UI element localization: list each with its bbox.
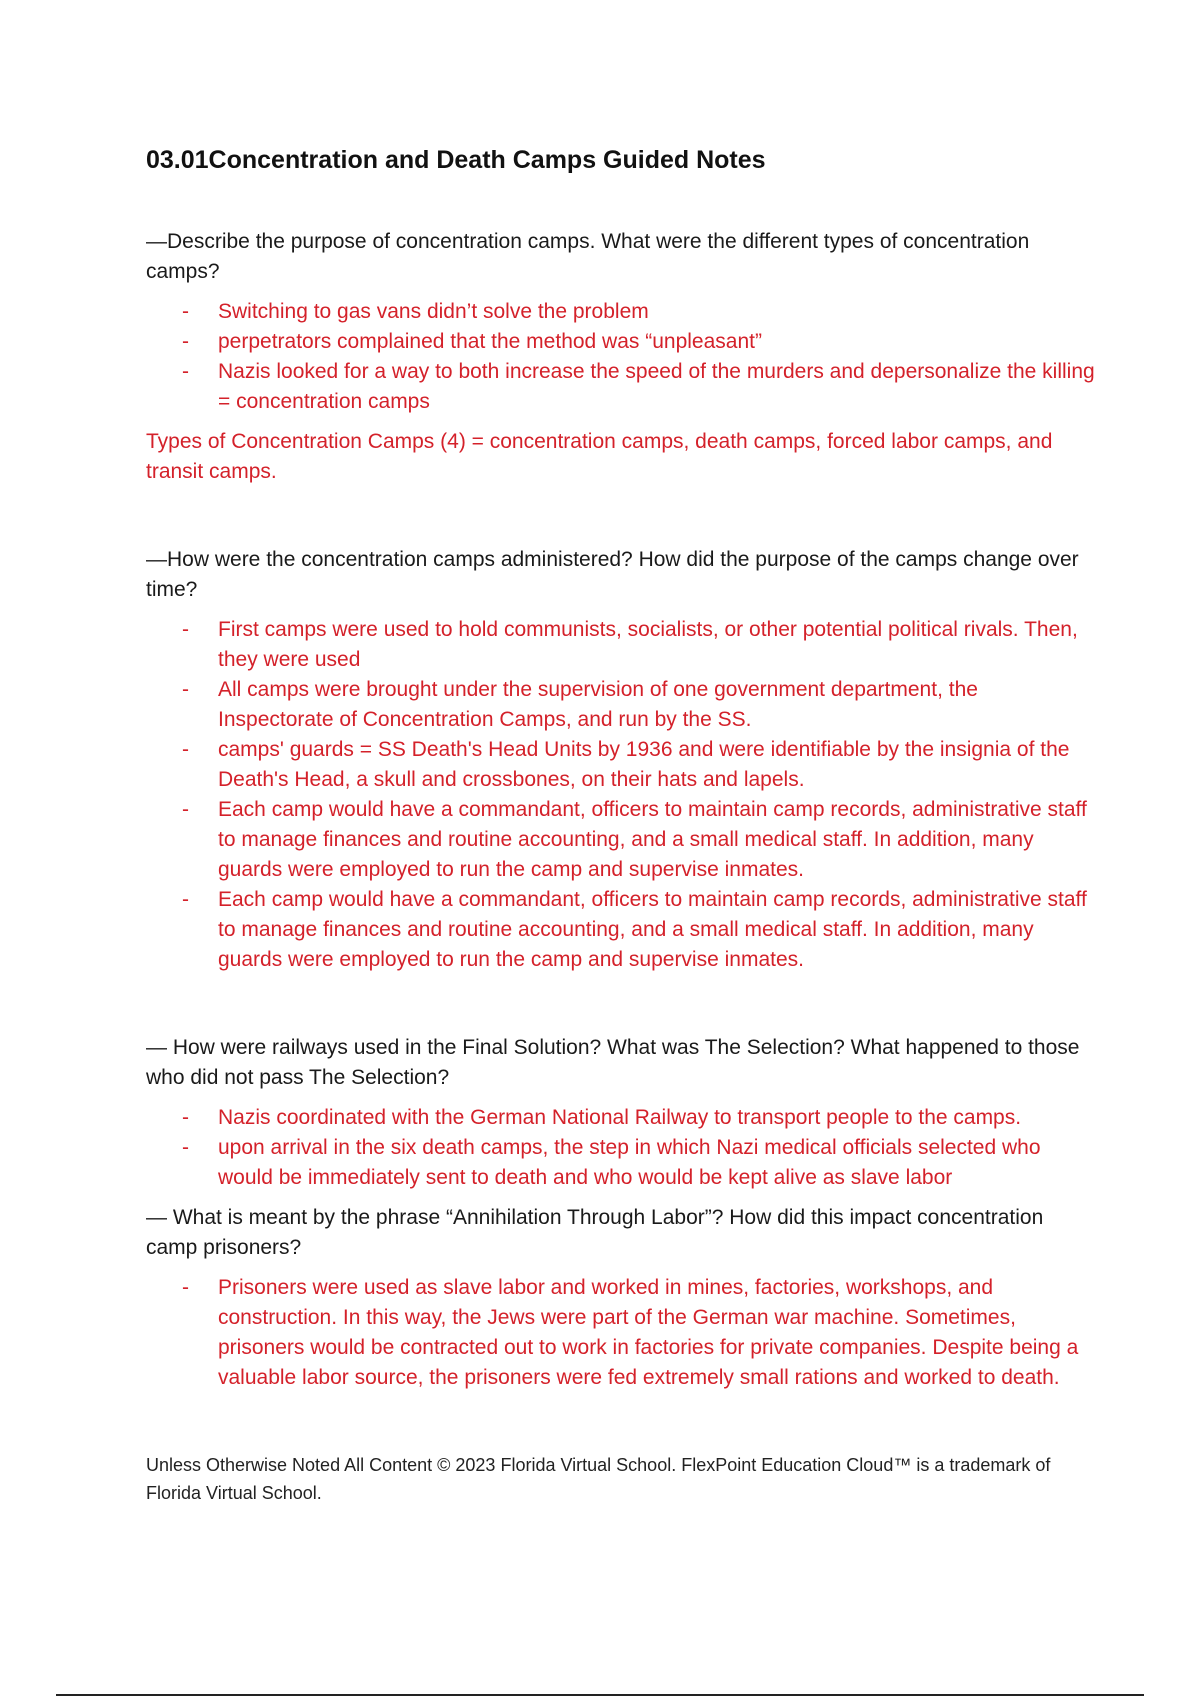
answer-text: camps' guards = SS Death's Head Units by 1936 and were identifiable by the insignia of the Death's Head, a skull and crossbones, on their hats and lapels. <box>218 738 1070 791</box>
section-camp-administration <box>146 545 1096 975</box>
answer-text: Nazis coordinated with the German National Railway to transport people to the camps. <box>218 1106 1022 1129</box>
answer-item <box>182 1103 1096 1133</box>
answer-item <box>182 795 1096 885</box>
question-text: — What is meant by the phrase “Annihilation Through Labor”? How did this impact concentration camp prisoners? <box>146 1206 1044 1259</box>
answer-list <box>146 297 1096 417</box>
answer-list <box>146 1273 1096 1393</box>
bullet-marker: - <box>182 798 189 821</box>
answer-text: All camps were brought under the supervision of one government department, the Inspectorate of Concentration Camps, and run by the SS. <box>218 678 978 731</box>
answer-item <box>182 885 1096 975</box>
camp-types-note: Types of Concentration Camps (4) = concentration camps, death camps, forced labor camps, and transit camps. <box>146 430 1053 483</box>
page-title: 03.01Concentration and Death Camps Guided Notes <box>146 146 766 174</box>
answer-list <box>146 615 1096 975</box>
bullet-marker: - <box>182 300 189 323</box>
answer-item <box>182 735 1096 795</box>
copyright-footer: Unless Otherwise Noted All Content © 2023 Florida Virtual School. FlexPoint Education Cloud™ is a trademark of Florida Virtual School. <box>146 1455 1051 1503</box>
answer-text: Nazis looked for a way to both increase the speed of the murders and depersonalize the killing = concentration camps <box>218 360 1095 413</box>
question-text: —How were the concentration camps administered? How did the purpose of the camps change over time? <box>146 548 1079 601</box>
bullet-marker: - <box>182 618 189 641</box>
section-railways-selection <box>146 1033 1096 1193</box>
section-camp-purpose <box>146 227 1096 487</box>
bullet-marker: - <box>182 1136 189 1159</box>
answer-item <box>182 615 1096 675</box>
bullet-marker: - <box>182 330 189 353</box>
answer-item <box>182 1273 1096 1393</box>
answer-list <box>146 1103 1096 1193</box>
answer-text: First camps were used to hold communists, socialists, or other potential political rivals. Then, they were used <box>218 618 1078 671</box>
answer-item <box>182 675 1096 735</box>
answer-text: Each camp would have a commandant, officers to maintain camp records, administrative staff to manage finances and routine accounting, and a small medical staff. In addition, many guards were employed to run the camp and supervise inmates. <box>218 888 1087 971</box>
bullet-marker: - <box>182 678 189 701</box>
answer-text: upon arrival in the six death camps, the step in which Nazi medical officials selected who would be immediately sent to death and who would be kept alive as slave labor <box>218 1136 1041 1189</box>
bullet-marker: - <box>182 888 189 911</box>
bullet-marker: - <box>182 738 189 761</box>
bullet-marker: - <box>182 1276 189 1299</box>
answer-text: Each camp would have a commandant, officers to maintain camp records, administrative staff to manage finances and routine accounting, and a small medical staff. In addition, many guards were employed to run the camp and supervise inmates. <box>218 798 1087 881</box>
answer-item <box>182 327 1096 357</box>
question-text: — How were railways used in the Final Solution? What was The Selection? What happened to those who did not pass The Selection? <box>146 1036 1080 1089</box>
answer-text: perpetrators complained that the method was “unpleasant” <box>218 330 762 353</box>
answer-text: Switching to gas vans didn’t solve the problem <box>218 300 649 323</box>
bullet-marker: - <box>182 1106 189 1129</box>
question-text: —Describe the purpose of concentration camps. What were the different types of concentration camps? <box>146 230 1030 283</box>
answer-item <box>182 297 1096 327</box>
bullet-marker: - <box>182 360 189 383</box>
section-annihilation-through-labor <box>146 1203 1096 1393</box>
document-page <box>146 146 1096 1525</box>
answer-text: Prisoners were used as slave labor and worked in mines, factories, workshops, and construction. In this way, the Jews were part of the German war machine. Sometimes, prisoners would be contracted out to work in factories for private companies. Despite being a valuable labor source, the prisoners were fed extremely small rations and worked to death. <box>218 1276 1079 1389</box>
answer-item <box>182 1133 1096 1193</box>
answer-item <box>182 357 1096 417</box>
bottom-rule <box>56 1694 1144 1696</box>
